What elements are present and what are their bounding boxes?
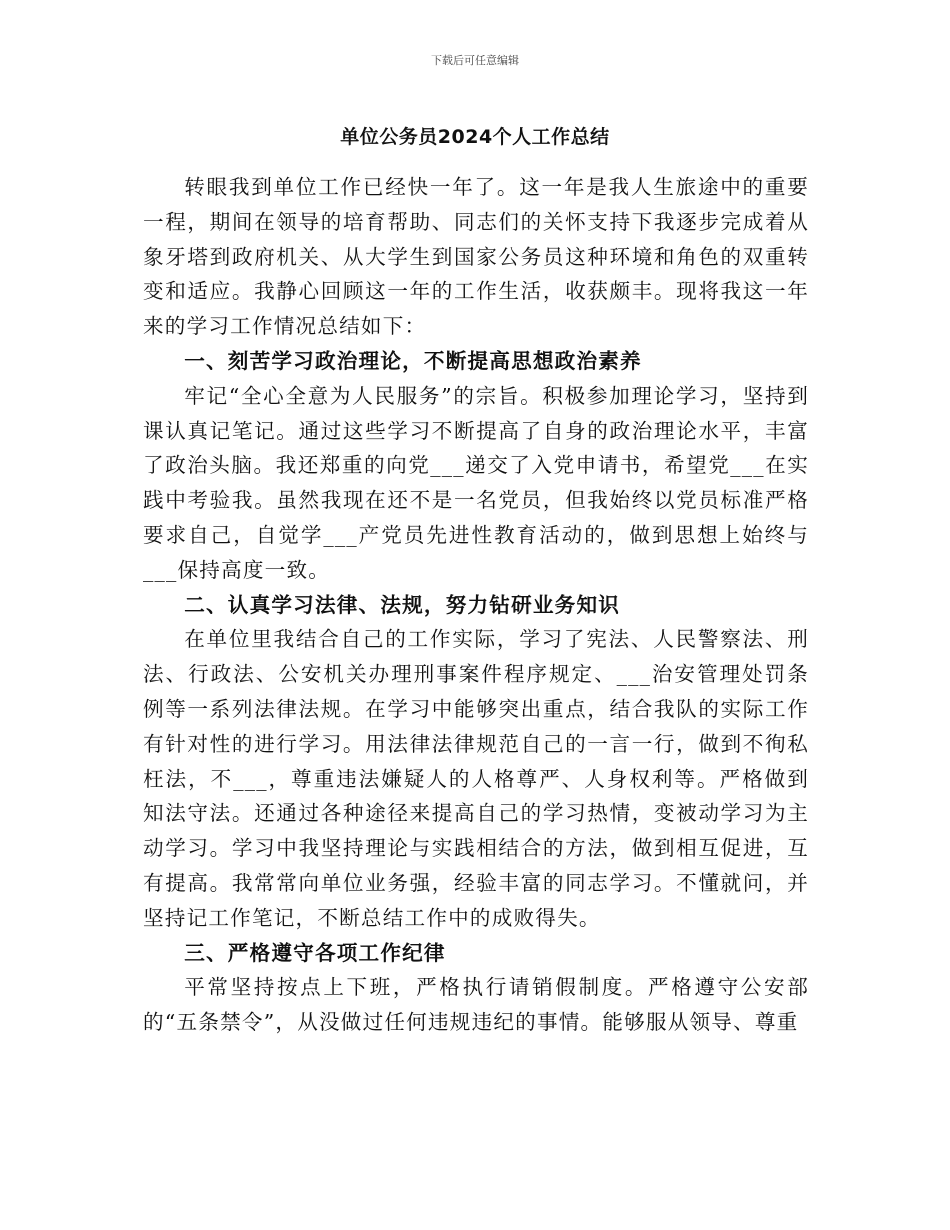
section-heading-2: 二、认真学习法律、法规，努力钻研业务知识: [184, 592, 621, 617]
section-2-paragraph: 在单位里我结合自己的工作实际，学习了宪法、人民警察法、刑法、行政法、公安机关办理刑事案件程序规定、___治安管理处罚条例等一系列法律法规。在学习中能够突出重点，结合我队的实际工作有针对性的进行学习。用法律法律规范自己的一言一行，做到不徇私枉法，不___，尊重违法嫌疑人的人格尊严、人身权利等。严格做到知法守法。还通过各种途径来提高自己的学习热情，变被动学习为主动学习。学习中我坚持理论与实践相结合的方法，做到相互促进，互有提高。我常常向单位业务强，经验丰富的同志学习。不懂就问，并坚持记工作笔记，不断总结工作中的成败得失。: [143, 627, 809, 930]
section-heading-3: 三、严格遵守各项工作纪律: [184, 940, 446, 965]
section-3-paragraph: 平常坚持按点上下班，严格执行请销假制度。严格遵守公安部的“五条禁令”，从没做过任何违规违纪的事情。能够服从领导、尊重: [143, 975, 809, 1035]
document-title: 单位公务员2024个人工作总结: [340, 126, 610, 148]
section-heading-1: 一、刻苦学习政治理论，不断提高思想政治素养: [184, 348, 642, 373]
document-body: [143, 170, 809, 1040]
section-1-paragraph: 牢记“全心全意为人民服务”的宗旨。积极参加理论学习，坚持到课认真记笔记。通过这些学习不断提高了自身的政治理论水平，丰富了政治头脑。我还郑重的向党___递交了入党申请书，希望党___在实践中考验我。虽然我现在还不是一名党员，但我始终以党员标准严格要求自己，自觉学___产党员先进性教育活动的，做到思想上始终与___保持高度一致。: [143, 383, 809, 582]
page-header-note: 下载后可任意编辑: [431, 54, 519, 67]
intro-paragraph: 转眼我到单位工作已经快一年了。这一年是我人生旅途中的重要一程，期间在领导的培育帮助、同志们的关怀支持下我逐步完成着从象牙塔到政府机关、从大学生到国家公务员这种环境和角色的双重转变和适应。我静心回顾这一年的工作生活，收获颇丰。现将我这一年来的学习工作情况总结如下：: [143, 175, 809, 339]
